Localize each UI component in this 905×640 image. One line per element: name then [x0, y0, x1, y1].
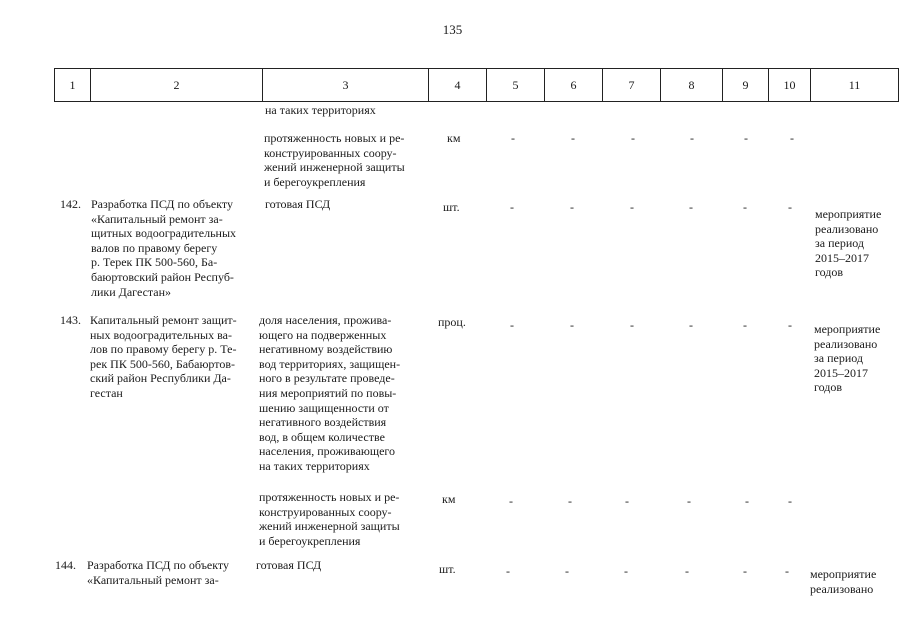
header-col-1: 1 — [54, 69, 90, 101]
indicator-text: готовая ПСД — [265, 197, 331, 211]
header-col-3: 3 — [262, 69, 428, 101]
header-col-9: 9 — [722, 69, 768, 101]
note-text: мероприятие реализовано за период 2015–2017 годов — [815, 207, 882, 280]
value-col-8: - — [690, 131, 694, 145]
indicator-text: на таких территориях — [265, 103, 376, 117]
value-col-6: - — [570, 200, 574, 214]
header-col-2: 2 — [90, 69, 262, 101]
row-number: 144. — [55, 558, 76, 572]
indicator-text: протяженность новых и ре- конструированных соору- жений инженерной защиты и берегоукрепления — [264, 131, 405, 189]
page-number: 135 — [442, 22, 463, 37]
measure-name: Разработка ПСД по объекту «Капитальный ремонт за- щитных водооградительных валов по правому берегу р. Терек ПК 500-560, Ба- баюртовский район Респуб- лики Дагестан» — [91, 197, 237, 299]
note-text: мероприятие реализовано за период 2015–2017 годов — [814, 322, 881, 395]
table-header-row — [54, 68, 899, 102]
value-col-9: - — [743, 318, 747, 332]
unit-cell: проц. — [438, 315, 466, 329]
value-col-7: - — [625, 494, 629, 508]
unit-cell: шт. — [443, 200, 460, 214]
value-col-7: - — [631, 131, 635, 145]
value-col-6: - — [571, 131, 575, 145]
unit-cell: шт. — [439, 562, 456, 576]
value-col-6: - — [570, 318, 574, 332]
value-col-7: - — [630, 318, 634, 332]
unit-cell: км — [442, 492, 456, 506]
value-col-8: - — [685, 564, 689, 578]
unit-cell: км — [447, 131, 461, 145]
value-col-10: - — [788, 200, 792, 214]
value-col-10: - — [788, 318, 792, 332]
header-col-6: 6 — [544, 69, 602, 101]
value-col-10: - — [790, 131, 794, 145]
header-col-8: 8 — [660, 69, 722, 101]
value-col-5: - — [511, 131, 515, 145]
indicator-text: готовая ПСД — [256, 558, 322, 572]
indicator-text: протяженность новых и ре- конструированных соору- жений инженерной защиты и берегоукрепления — [259, 490, 400, 548]
indicator-text: доля населения, прожива- ющего на подверженных негативному воздействию вод территориях, защищен- ного в результате проведе- ния мероприятий по повы- шению защищенности от негативного воздействия вод, в общем количестве населения, проживающего на таких территориях — [259, 313, 401, 473]
value-col-9: - — [744, 131, 748, 145]
row-number: 143. — [60, 313, 81, 327]
value-col-9: - — [743, 564, 747, 578]
value-col-8: - — [689, 318, 693, 332]
value-col-5: - — [509, 494, 513, 508]
measure-name: Капитальный ремонт защит- ных водооградительных ва- лов по правому берегу р. Те- рек ПК 500-560, Бабаюртов- ский район Республики Да- гестан — [90, 313, 237, 400]
value-col-7: - — [630, 200, 634, 214]
header-col-4: 4 — [428, 69, 486, 101]
value-col-9: - — [745, 494, 749, 508]
header-col-7: 7 — [602, 69, 660, 101]
value-col-10: - — [785, 564, 789, 578]
header-col-10: 10 — [768, 69, 810, 101]
row-number: 142. — [60, 197, 81, 211]
value-col-5: - — [506, 564, 510, 578]
value-col-5: - — [510, 200, 514, 214]
value-col-5: - — [510, 318, 514, 332]
value-col-9: - — [743, 200, 747, 214]
value-col-10: - — [788, 494, 792, 508]
value-col-7: - — [624, 564, 628, 578]
value-col-6: - — [568, 494, 572, 508]
note-text: мероприятие реализовано — [810, 567, 877, 596]
value-col-6: - — [565, 564, 569, 578]
value-col-8: - — [687, 494, 691, 508]
measure-name: Разработка ПСД по объекту «Капитальный ремонт за- — [87, 558, 230, 587]
header-col-5: 5 — [486, 69, 544, 101]
value-col-8: - — [689, 200, 693, 214]
header-col-11: 11 — [810, 69, 899, 101]
